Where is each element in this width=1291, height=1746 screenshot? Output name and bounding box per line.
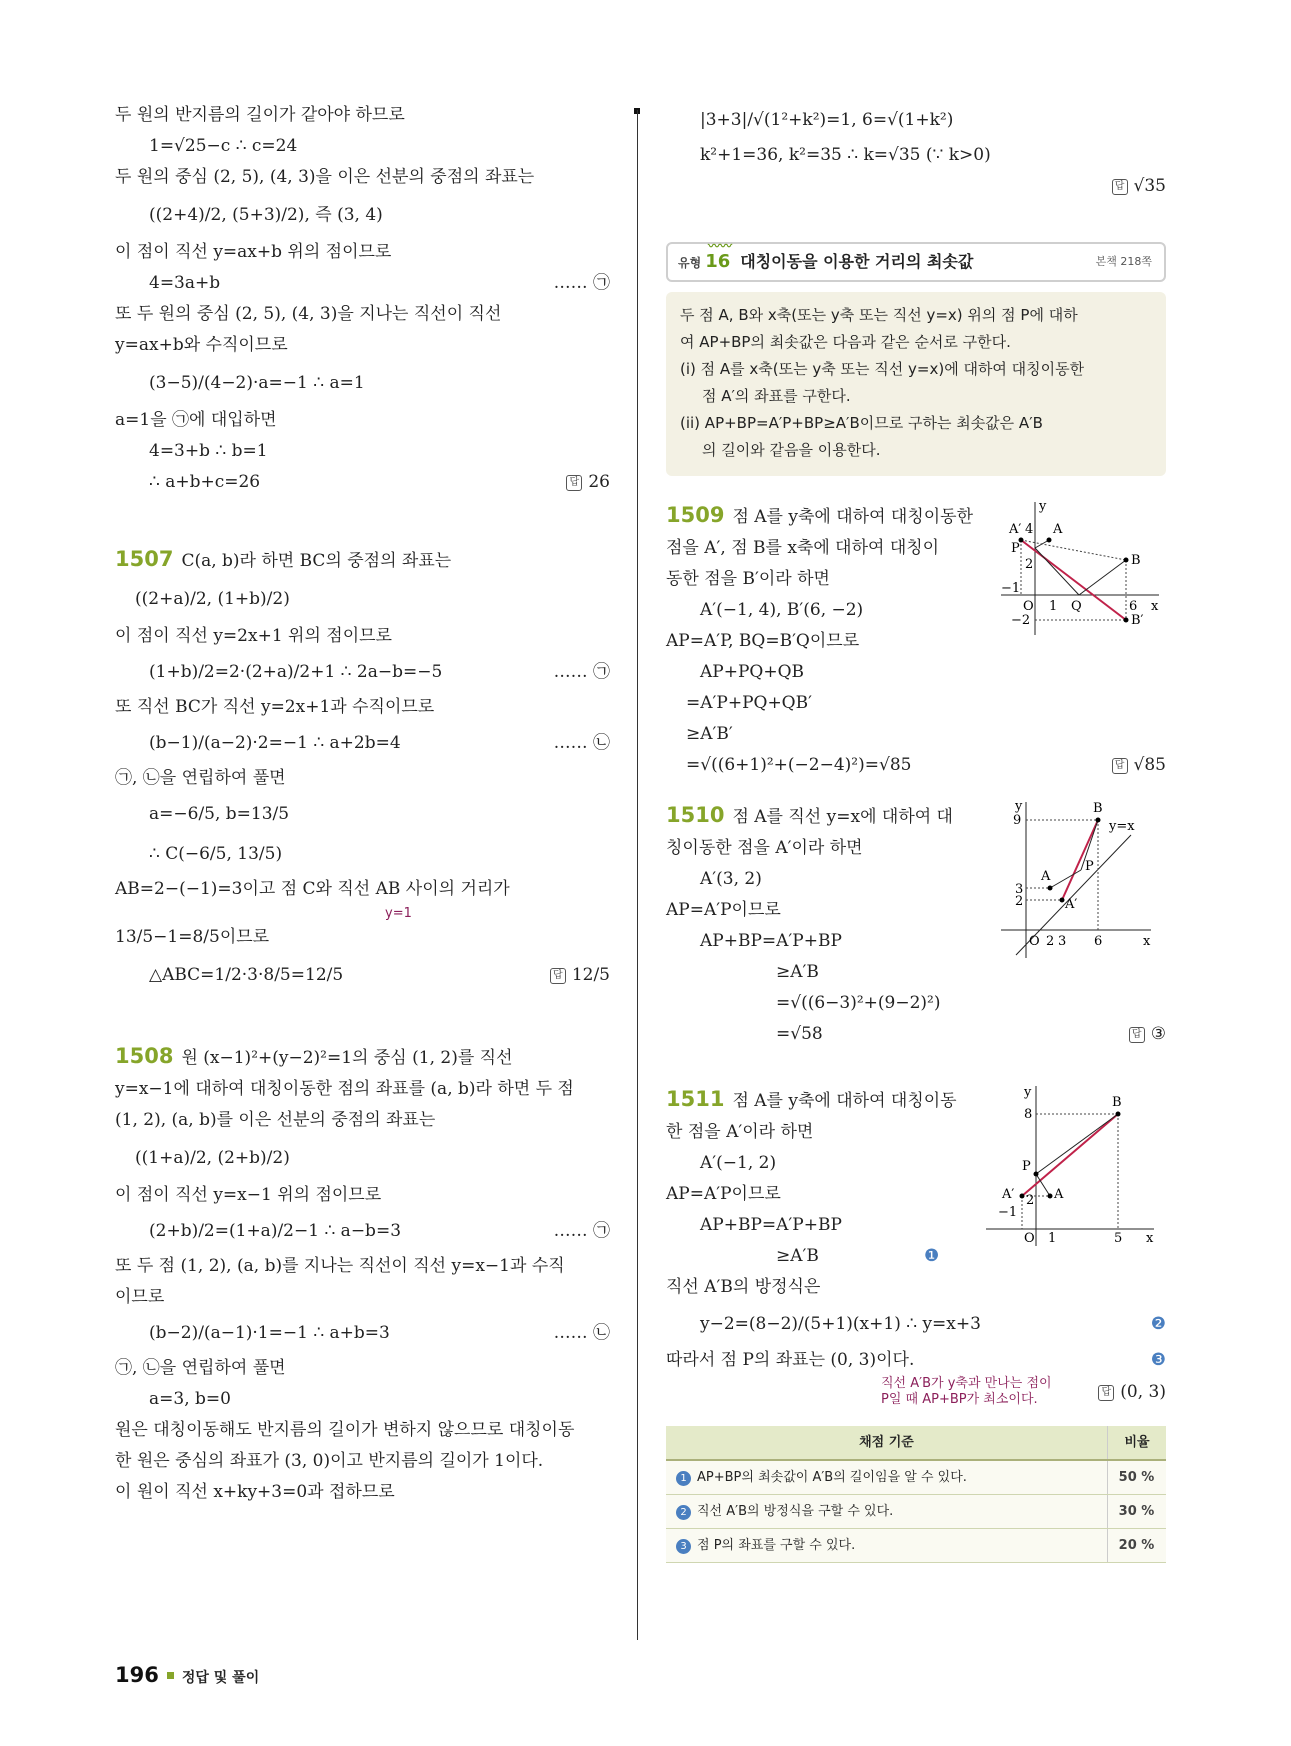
math-line — [666, 1019, 1166, 1050]
fig-label: 1 — [1048, 1231, 1057, 1246]
fig-label: 2 — [1025, 557, 1034, 572]
fig-label: x — [1151, 599, 1159, 614]
side-note — [115, 905, 610, 919]
fig-label: x — [1143, 934, 1151, 949]
math-line — [115, 652, 610, 692]
box-line: (ii) AP+BP=A′P+BP≥A′B이므로 구하는 최솟값은 A′B — [680, 414, 1043, 432]
fig-label: 2 — [1046, 934, 1055, 949]
step-number: 3 — [676, 1539, 691, 1554]
math-line: AP=A′P이므로 — [666, 900, 781, 920]
fig-label: y=x — [1109, 819, 1135, 834]
equation: ∴ a+b+c=26 — [149, 472, 261, 492]
box-line: (i) 점 A를 x축(또는 y축 또는 직선 y=x)에 대하여 대칭이동한 — [680, 360, 1085, 378]
answer — [550, 955, 610, 995]
text: 점 A를 y축에 대하여 대칭이동 — [732, 1091, 957, 1111]
note-text: y=1 — [385, 906, 412, 921]
text-line — [666, 1345, 1166, 1376]
type-box-header — [666, 239, 1166, 282]
text-line: 또 직선 BC가 직선 y=2x+1과 수직이므로 — [115, 697, 435, 717]
math-line: 4=3+b ∴ b=1 — [149, 441, 268, 461]
segment — [1079, 560, 1126, 595]
fig-label: 2 — [1015, 894, 1024, 909]
text: 따라서 점 P의 좌표는 (0, 3)이다. — [666, 1350, 915, 1370]
answer — [1112, 171, 1166, 202]
text: 원 (x−1)²+(y−2)²=1의 중심 (1, 2)를 직선 — [181, 1048, 513, 1068]
problem-1509 — [666, 500, 1166, 775]
answer-icon: 답 — [1112, 758, 1128, 774]
criteria-header: 채점 기준 — [666, 1426, 1108, 1460]
math-line — [115, 955, 610, 995]
fig-label: B — [1131, 553, 1141, 568]
fig-label: P — [1022, 1159, 1031, 1174]
type-title: 대칭이동을 이용한 거리의 최솟값 — [740, 252, 974, 271]
math-line — [115, 467, 610, 498]
math-line: AP+PQ+QB — [700, 662, 805, 682]
math-line: a=−6/5, b=13/5 — [149, 804, 290, 824]
table-row — [666, 1529, 1166, 1563]
answer-value: 12/5 — [571, 965, 610, 985]
note-line: 직선 A′B가 y축과 만나는 점이 — [881, 1376, 1052, 1391]
criteria-text: AP+BP의 최솟값이 A′B의 길이임을 알 수 있다. — [697, 1470, 967, 1485]
math-line: ((2+a)/2, (1+b)/2) — [135, 589, 290, 609]
math-line: ≥A′B′ — [686, 724, 733, 744]
math-line: =√((6−3)²+(9−2)²) — [776, 993, 941, 1013]
equation-mark: …… ㉡ — [553, 1323, 610, 1343]
math-line: AP=A′P이므로 — [666, 1184, 781, 1204]
fig-label: 1 — [1049, 599, 1058, 614]
segment — [1036, 1114, 1118, 1174]
fig-label: O — [1023, 599, 1034, 614]
problem-1511 — [666, 1084, 1166, 1563]
fig-label: Q — [1071, 599, 1082, 614]
type-box — [666, 292, 1166, 476]
text-line: 이므로 — [115, 1287, 165, 1307]
math-line: AP=A′P, BQ=B′Q이므로 — [666, 631, 860, 651]
answer — [1098, 1380, 1166, 1404]
text-line: 한 점을 A′이라 하면 — [666, 1122, 814, 1142]
math-line — [115, 723, 610, 763]
spacer — [115, 498, 610, 544]
text-line: 두 원의 중심 (2, 5), (4, 3)을 이은 선분의 중점의 좌표는 — [115, 167, 535, 187]
math-line: ((2+4)/2, (5+3)/2), 즉 (3, 4) — [149, 205, 383, 225]
point — [1020, 1194, 1025, 1199]
text-line: 원은 대칭이동해도 반지름의 길이가 변하지 않으므로 대칭이동 — [115, 1420, 575, 1440]
text: 점 A를 y축에 대하여 대칭이동한 — [732, 507, 974, 527]
fig-label: 4 — [1025, 522, 1034, 537]
right-column — [666, 100, 1166, 1563]
fig-label: 9 — [1013, 813, 1022, 828]
fig-label: y — [1024, 1085, 1032, 1100]
box-line: 점 A′의 좌표를 구한다. — [702, 387, 851, 405]
fig-label: −2 — [1011, 613, 1031, 628]
equation: y−2=(8−2)/(5+1)(x+1) ∴ y=x+3 — [700, 1314, 981, 1334]
footer-bullet — [167, 1672, 174, 1679]
text-line: 이 점이 직선 y=ax+b 위의 점이므로 — [115, 242, 392, 262]
fig-label: A′ — [1065, 897, 1078, 912]
fig-label: −1 — [1001, 581, 1021, 596]
equation-mark: …… ㉠ — [553, 662, 610, 682]
criteria-cell — [666, 1460, 1108, 1495]
math-line — [666, 1303, 1166, 1345]
text-line: 이 점이 직선 y=2x+1 위의 점이므로 — [115, 626, 392, 646]
fig-label: y — [1039, 500, 1047, 514]
box-line: 두 점 A, B와 x축(또는 y축 또는 직선 y=x) 위의 점 P에 대하 — [680, 306, 1078, 324]
page-footer — [115, 1663, 259, 1687]
fig-label: O — [1029, 934, 1040, 949]
answer — [566, 467, 610, 498]
fig-label: 3 — [1015, 882, 1024, 897]
fig-label: 2 — [1026, 1193, 1035, 1208]
answer-icon: 답 — [1098, 1385, 1114, 1401]
fig-label: A — [1041, 869, 1051, 884]
fig-label: x — [1146, 1231, 1154, 1246]
text-line: 또 두 점 (1, 2), (a, b)를 지나는 직선이 직선 y=x−1과 수직 — [115, 1256, 565, 1276]
math-line: AP+BP=A′P+BP — [700, 931, 842, 951]
text-line: ㉠, ㉡을 연립하여 풀면 — [115, 768, 286, 788]
fig-label: B — [1112, 1095, 1122, 1110]
text-line: y=x−1에 대하여 대칭이동한 점의 좌표를 (a, b)라 하면 두 점 — [115, 1079, 574, 1099]
fig-label: 8 — [1024, 1107, 1033, 1122]
equation: =√((6+1)²+(−2−4)²)=√85 — [686, 755, 912, 775]
text-line: 이 점이 직선 y=x−1 위의 점이므로 — [115, 1185, 382, 1205]
text: C(a, b)라 하면 BC의 중점의 좌표는 — [181, 551, 452, 571]
problem-1507-head — [115, 544, 610, 577]
math-line — [115, 1211, 610, 1251]
problem-number: 1511 — [666, 1087, 725, 1111]
text-line: a=1을 ㉠에 대입하면 — [115, 410, 277, 430]
box-line: 의 길이와 같음을 이용한다. — [702, 441, 881, 459]
table-row — [666, 1495, 1166, 1529]
math-line: |3+3|/√(1²+k²)=1, 6=√(1+k²) — [700, 110, 954, 130]
box-line: 여 AP+BP의 최솟값은 다음과 같은 순서로 구한다. — [680, 333, 1011, 351]
equation: (2+b)/2=(1+a)/2−1 ∴ a−b=3 — [149, 1221, 402, 1241]
math-line — [666, 750, 1166, 781]
math-line: 13/5−1=8/5이므로 — [115, 927, 270, 947]
answer-icon: 답 — [550, 968, 566, 984]
text-line: 점을 A′, 점 B를 x축에 대하여 대칭이 — [666, 538, 940, 558]
step-marker-3: ❸ — [1150, 1350, 1166, 1370]
table-row — [666, 1460, 1166, 1495]
spacer — [666, 1048, 1166, 1084]
text-line: y=ax+b와 수직이므로 — [115, 335, 288, 355]
left-column — [115, 100, 610, 1508]
math-line: A′(−1, 4), B′(6, −2) — [700, 600, 864, 620]
criteria-text: 점 P의 좌표를 구할 수 있다. — [697, 1538, 856, 1553]
fig-label: P — [1011, 541, 1020, 556]
segment — [1050, 870, 1081, 888]
math-line: a=3, b=0 — [149, 1389, 231, 1409]
fig-label: A — [1053, 522, 1063, 537]
spacer — [115, 995, 610, 1041]
answer-value: (0, 3) — [1120, 1382, 1166, 1402]
equation: (b−1)/(a−2)·2=−1 ∴ a+2b=4 — [149, 733, 401, 753]
page-number: 196 — [115, 1663, 159, 1687]
point — [1060, 898, 1065, 903]
wave-icon: 〰〰 — [708, 239, 733, 253]
math-line: k²+1=36, k²=35 ∴ k=√35 (∵ k>0) — [700, 145, 991, 165]
fig-label: B′ — [1131, 613, 1144, 628]
fig-label: O — [1024, 1231, 1035, 1246]
answer — [1129, 1019, 1166, 1050]
figure-1511 — [986, 1084, 1161, 1249]
equation: 4=3a+b — [149, 273, 221, 293]
criteria-cell — [666, 1529, 1108, 1563]
math-line: ∴ C(−6/5, 13/5) — [149, 844, 283, 864]
type-tag: 유형 — [678, 256, 702, 270]
text-line: ㉠, ㉡을 연립하여 풀면 — [115, 1358, 286, 1378]
fig-label: A′ — [1002, 1187, 1015, 1202]
equation-mark: …… ㉠ — [553, 273, 610, 293]
scoring-table — [666, 1426, 1166, 1563]
ratio-header: 비율 — [1108, 1426, 1167, 1460]
text-line: (1, 2), (a, b)를 이은 선분의 중점의 좌표는 — [115, 1110, 436, 1130]
point — [1034, 1172, 1039, 1177]
math-line: ((1+a)/2, (2+b)/2) — [135, 1148, 290, 1168]
answer-value: √35 — [1133, 176, 1166, 196]
step-number: 2 — [676, 1505, 691, 1520]
criteria-text: 직선 A′B의 방정식을 구할 수 있다. — [697, 1504, 894, 1519]
fig-label: y — [1015, 800, 1023, 814]
answer-icon: 답 — [1112, 179, 1128, 195]
equation: =√58 — [776, 1024, 823, 1044]
math-line — [115, 1313, 610, 1353]
fig-label: −1 — [998, 1205, 1018, 1220]
side-note — [666, 1376, 1166, 1412]
equation: (b−2)/(a−1)·1=−1 ∴ a+b=3 — [149, 1323, 390, 1343]
ratio-cell: 50 % — [1108, 1460, 1167, 1495]
point — [1124, 558, 1129, 563]
equation-mark: …… ㉡ — [553, 733, 610, 753]
text: 점 A를 직선 y=x에 대하여 대 — [732, 807, 953, 827]
fig-label: A′ — [1009, 522, 1022, 537]
table-header-row — [666, 1426, 1166, 1460]
criteria-cell — [666, 1495, 1108, 1529]
step-marker-1: ❶ — [924, 1246, 940, 1266]
figure-1509 — [1001, 500, 1166, 640]
text-line: 두 원의 반지름의 길이가 같아야 하므로 — [115, 105, 405, 125]
point — [1096, 818, 1101, 823]
problem-1508-head — [115, 1041, 610, 1074]
text-line: 또 두 원의 중심 (2, 5), (4, 3)을 지나는 직선이 직선 — [115, 304, 502, 324]
math-line: AP+BP=A′P+BP — [700, 1215, 842, 1235]
answer-value: ③ — [1150, 1024, 1166, 1044]
ratio-cell: 20 % — [1108, 1529, 1167, 1563]
step-marker-2: ❷ — [1150, 1314, 1166, 1334]
step-number: 1 — [676, 1471, 691, 1486]
fig-label: 6 — [1129, 599, 1138, 614]
fig-label: P — [1085, 859, 1094, 874]
answer-line — [666, 171, 1166, 202]
problem-1510 — [666, 800, 1166, 1048]
text-line: 이 원이 직선 x+ky+3=0과 접하므로 — [115, 1482, 395, 1502]
answer-icon: 답 — [566, 475, 582, 491]
text-line: 동한 점을 B′이라 하면 — [666, 569, 830, 589]
math-line — [115, 268, 610, 299]
math-line: A′(3, 2) — [700, 869, 762, 889]
segment — [1035, 548, 1079, 595]
point — [1116, 1112, 1121, 1117]
footer-label: 정답 및 풀이 — [181, 1670, 260, 1686]
answer-icon: 답 — [1129, 1027, 1145, 1043]
type-reference: 본책 218쪽 — [1095, 255, 1152, 268]
fig-label: A — [1054, 1187, 1064, 1202]
problem-number: 1508 — [115, 1044, 174, 1068]
problem-number: 1507 — [115, 547, 174, 571]
fig-label: 3 — [1058, 934, 1067, 949]
math-line: A′(−1, 2) — [700, 1153, 777, 1173]
equation: △ABC=1/2·3·8/5=12/5 — [149, 965, 344, 985]
column-divider — [637, 110, 638, 1640]
math-line: =A′P+PQ+QB′ — [686, 693, 812, 713]
fig-label: B — [1093, 801, 1103, 816]
math-line: (3−5)/(4−2)·a=−1 ∴ a=1 — [149, 373, 365, 393]
point — [1047, 538, 1052, 543]
ratio-cell: 30 % — [1108, 1495, 1167, 1529]
point — [1124, 618, 1129, 623]
answer-value: 26 — [588, 472, 610, 492]
math-line: ≥A′B — [776, 962, 819, 982]
point — [1048, 1194, 1053, 1199]
answer — [1112, 750, 1166, 781]
equation: ≥A′B — [776, 1246, 819, 1266]
problem-number: 1509 — [666, 503, 725, 527]
math-line: 1=√25−c ∴ c=24 — [149, 136, 298, 156]
equation-mark: …… ㉠ — [553, 1221, 610, 1241]
fig-label: 5 — [1114, 1231, 1123, 1246]
text-line: 칭이동한 점을 A′이라 하면 — [666, 838, 863, 858]
answer-value: √85 — [1133, 755, 1166, 775]
fig-label: 6 — [1094, 934, 1103, 949]
problem-number: 1510 — [666, 803, 725, 827]
text-line: AB=2−(−1)=3이고 점 C와 직선 AB 사이의 거리가 — [115, 879, 510, 899]
text-line: 한 원은 중심의 좌표가 (3, 0)이고 반지름의 길이가 1이다. — [115, 1451, 544, 1471]
point — [1048, 886, 1053, 891]
equation: (1+b)/2=2·(2+a)/2+1 ∴ 2a−b=−5 — [149, 662, 443, 682]
figure-1510 — [1001, 800, 1161, 960]
type-number: 16 — [705, 251, 731, 272]
text-line: 직선 A′B의 방정식은 — [666, 1277, 821, 1297]
note-line: P일 때 AP+BP가 최소이다. — [881, 1392, 1038, 1407]
